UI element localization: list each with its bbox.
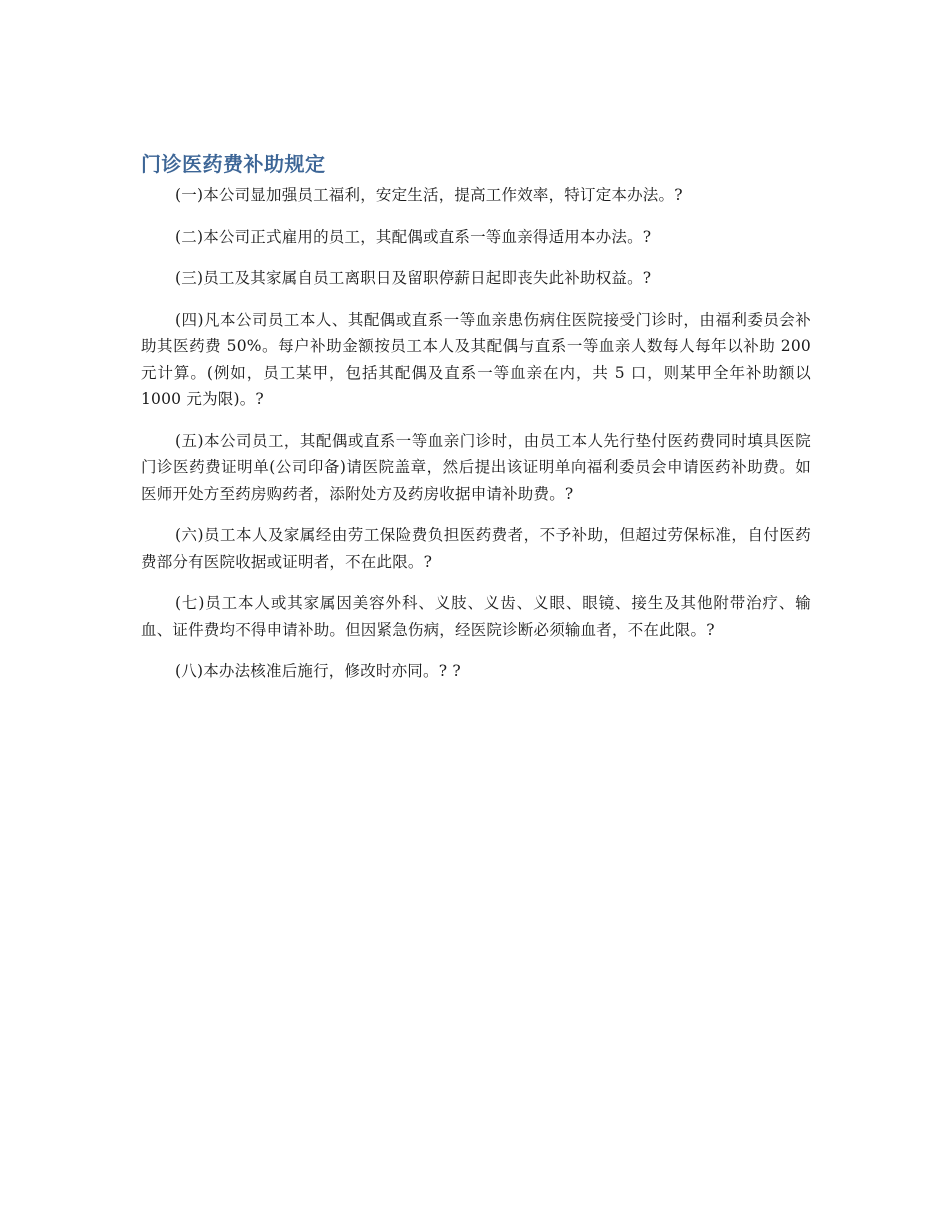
document-title: 门诊医药费补助规定 [141, 152, 326, 176]
paragraph-5: (五)本公司员工，其配偶或直系一等血亲门诊时，由员工本人先行垫付医药费同时填具医院门诊医药费证明单(公司印备)请医院盖章，然后提出该证明单向福利委员会申请医药补助费。如医师开处方至药房购药者，添附处方及药房收据申请补助费。? [141, 431, 811, 503]
paragraph-8: (八)本办法核准后施行，修改时亦同。? ? [175, 662, 461, 680]
paragraph-3: (三)员工及其家属自员工离职日及留职停薪日起即丧失此补助权益。? [175, 269, 652, 287]
paragraph-4: (四)凡本公司员工本人、其配偶或直系一等血亲患伤病住医院接受门诊时，由福利委员会补助其医药费 50%。每户补助金额按员工本人及其配偶与直系一等血亲人数每人每年以补助 200 元计算。(例如，员工某甲，包括其配偶及直系一等血亲在内，共 5 口，则某甲全年补助额以 1000 元为限)。? [141, 310, 811, 408]
paragraph-1: (一)本公司显加强员工福利，安定生活，提高工作效率，特订定本办法。? [175, 186, 683, 204]
paragraph-6: (六)员工本人及家属经由劳工保险费负担医药费者，不予补助，但超过劳保标准，自付医药费部分有医院收据或证明者，不在此限。? [141, 526, 811, 571]
document-body [141, 150, 811, 700]
paragraph-7: (七)员工本人或其家属因美容外科、义肢、义齿、义眼、眼镜、接生及其他附带治疗、输血、证件费均不得申请补助。但因紧急伤病，经医院诊断必须输血者，不在此限。? [141, 594, 811, 639]
paragraph-2: (二)本公司正式雇用的员工，其配偶或直系一等血亲得适用本办法。? [175, 227, 652, 246]
